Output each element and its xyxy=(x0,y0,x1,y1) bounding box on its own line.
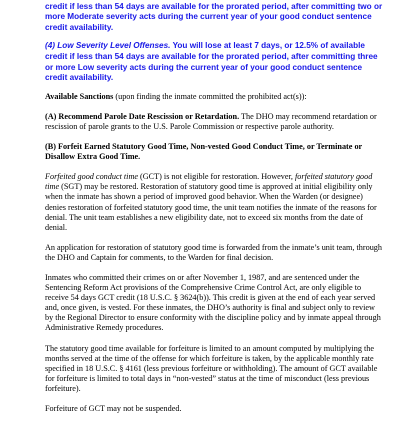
available-sanctions-heading xyxy=(45,92,385,102)
section-b-heading: (B) Forfeit Earned Statutory Good Time, Non-vested Good Conduct Time, or Terminate or Disallow Extra Good Time. xyxy=(45,142,363,162)
moderate-severity-body: credit if less than 54 days are available for the prorated period, after committing two or more Moderate severity acts during the current year of your good conduct sentence credit availability. xyxy=(45,1,383,32)
available-sanctions-note: (upon finding the inmate committed the prohibited act(s)): xyxy=(113,91,307,101)
document-content xyxy=(45,0,385,424)
statutory-paragraph: The statutory good time available for forfeiture is limited to an amount computed by multiplying the months served at the time of the offense for which forfeiture is taken, by the applicable monthly rate specified in 18 U.S.C. § 4161 (less previous forfeiture or withholding). The amount of GCT available for forfeiture is limited to total days in “non-vested” status at the time of misconduct (less previous forfeiture). xyxy=(45,343,378,393)
moderate-severity-paragraph xyxy=(45,0,385,33)
low-severity-body: You will lose at least 7 days, or 12.5% of available credit if less than 54 days are available for the prorated period, after committing three or more Low severity acts during the current year of your good conduct sentence credit availability. xyxy=(45,41,378,83)
application-paragraph: An application for restoration of statutory good time is forwarded from the inmate’s unit team, through the DHO and Captain for comments, to the Warden for final decision. xyxy=(45,242,382,262)
forfeited-gct-term: Forfeited good conduct time xyxy=(45,172,138,182)
low-severity-lead: (4) Low Severity Level Offenses. xyxy=(45,41,171,51)
low-severity-paragraph xyxy=(45,41,385,83)
suspended-paragraph: Forfeiture of GCT may not be suspended. xyxy=(45,404,182,413)
section-a-heading: (A) Recommend Parole Date Rescission or Retardation. xyxy=(45,111,240,121)
forfeited-text-2: (SGT) may be restored. Restoration of statutory good time is approved at initial eligibility only when the inmate has shown a period of improved good behavior. When the Warden (or designee) denies restoration of forfeited statutory good time, the unit team notifies the inmate of the reasons for denial. The unit team establishes a new eligibility date, not to exceed six months from the date of denial. xyxy=(45,182,377,232)
section-a-body: The DHO may recommend retardation or rescission of parole grants to the U.S. Parole Commission or respective parole authority. xyxy=(45,111,377,131)
section-a-paragraph xyxy=(45,112,385,132)
available-sanctions-title: Available Sanctions xyxy=(45,91,114,101)
forfeited-time-paragraph xyxy=(45,172,385,233)
forfeited-text-1: (GCT) is not eligible for restoration. However, xyxy=(138,172,296,182)
inmates-paragraph: Inmates who committed their crimes on or after November 1, 1987, and are sentenced under the Sentencing Reform Act provisions of the Comprehensive Crime Control Act, are only eligible to receive 54 days GCT credit (18 U.S.C. § 3624(b)). This credit is given at the end of each year served and, once given, is vested. For these inmates, the DHO’s authority is final and subject only to review by the Regional Director to ensure conformity with the discipline policy and by inmate appeal through Administrative Remedy procedures. xyxy=(45,272,381,333)
forfeited-sgt-term: forfeited statutory good time xyxy=(45,172,373,192)
